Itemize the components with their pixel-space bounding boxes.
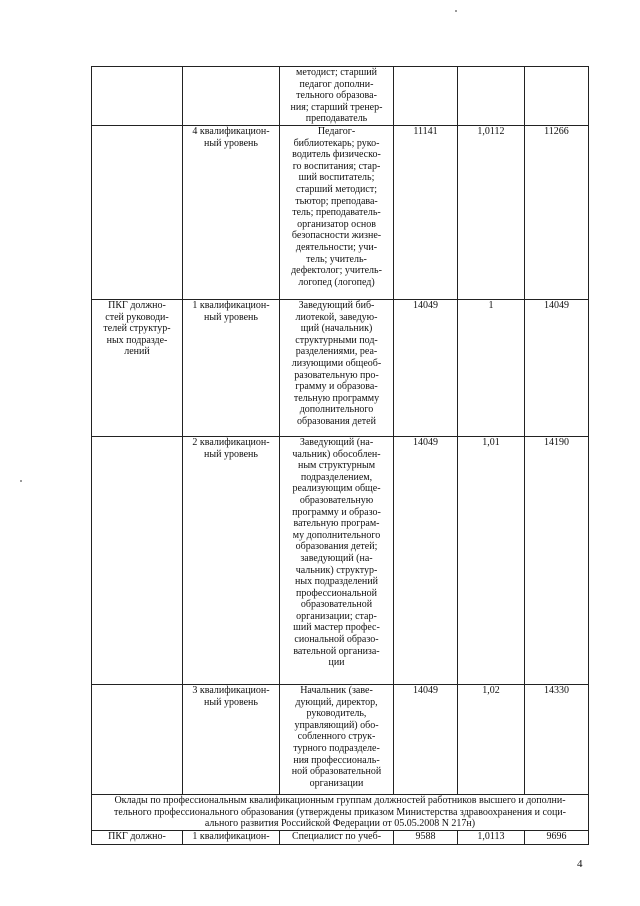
salary-table <box>91 66 589 845</box>
positions-cell-line: Начальник (заве- <box>300 684 373 696</box>
table-row <box>92 67 589 126</box>
positions-cell-line: ции <box>328 657 345 669</box>
positions-cell-line: деятельности; учи- <box>295 241 378 253</box>
qualification-level-cell-line: ный уровень <box>204 448 258 460</box>
positions-cell-line: библиотекарь; руко- <box>293 137 380 149</box>
group-cell-line: лений <box>124 346 150 358</box>
group-cell-line: стей руководи- <box>105 311 169 323</box>
salary-cell: 14049 <box>394 436 458 684</box>
coefficient-cell: 1,02 <box>458 684 525 794</box>
positions-cell-line: организации; стар- <box>296 610 377 622</box>
salary-cell <box>394 67 458 126</box>
table-row <box>92 830 589 844</box>
qualification-level-cell-line: 4 квалификацион- <box>192 125 270 137</box>
positions-cell-line: разовательную про- <box>294 369 379 381</box>
positions-cell-line: чальник) структур- <box>295 564 378 576</box>
qualification-level-cell <box>183 299 280 436</box>
positions-cell-line: педагог дополни- <box>299 78 374 90</box>
table-row <box>92 125 589 299</box>
positions-cell-line: программу и образо- <box>292 506 381 518</box>
positions-cell-line: ший мастер профес- <box>293 622 380 634</box>
positions-cell-line: образовательной <box>300 599 373 611</box>
group-cell-line: телей структур- <box>103 323 171 335</box>
positions-cell-line: ных подразделений <box>295 576 378 588</box>
coefficient-cell: 1,0112 <box>458 125 525 299</box>
qualification-level-cell-line: ный уровень <box>204 311 258 323</box>
positions-cell-line: структурными под- <box>295 334 378 346</box>
group-cell <box>92 830 183 844</box>
positions-cell-line: дующий, директор, <box>295 696 378 708</box>
table-body <box>92 67 589 845</box>
salary-cell: 11141 <box>394 125 458 299</box>
positions-cell-line: тельного образова- <box>296 90 377 102</box>
total-cell <box>525 67 589 126</box>
positions-cell-line: образовательную <box>299 494 374 506</box>
qualification-level-cell-line: ный уровень <box>204 137 258 149</box>
positions-cell-line: грамму и образова- <box>295 381 378 393</box>
positions-cell-line: разделениями, реа- <box>295 346 378 358</box>
positions-cell <box>280 830 394 844</box>
positions-cell-line: вательную програм- <box>293 518 380 530</box>
section-header-line: Оклады по профессиональным квалификационным группам должностей работников высшего и дополни- <box>114 794 566 806</box>
positions-cell-line: го воспитания; стар- <box>292 160 381 172</box>
qualification-level-cell <box>183 436 280 684</box>
positions-cell-line: образования детей <box>297 415 376 427</box>
qualification-level-cell-line: 1 квалификацион- <box>192 299 270 311</box>
positions-cell-line: дефектолог; учитель- <box>291 265 382 277</box>
section-header-line: ального развития Российской Федерации от 05.05.2008 N 217н) <box>204 818 476 830</box>
positions-cell-line: ным структурным <box>297 460 376 472</box>
coefficient-cell: 1,0113 <box>458 830 525 844</box>
positions-cell <box>280 125 394 299</box>
group-cell-line: ПКГ должно- <box>108 299 166 311</box>
positions-cell-line: ной образовательной <box>291 766 382 778</box>
total-cell: 14049 <box>525 299 589 436</box>
group-cell-line: ПКГ должно- <box>108 830 166 842</box>
group-cell <box>92 684 183 794</box>
qualification-level-cell <box>183 684 280 794</box>
positions-cell-line: Педагог- <box>317 125 356 137</box>
positions-cell-line: тьютор; преподава- <box>295 195 378 207</box>
positions-cell <box>280 299 394 436</box>
coefficient-cell: 1,01 <box>458 436 525 684</box>
group-cell <box>92 67 183 126</box>
table-row <box>92 299 589 436</box>
positions-cell-line: преподаватель <box>305 113 368 125</box>
positions-cell-line: Специалист по учеб- <box>291 830 382 842</box>
coefficient-cell: 1 <box>458 299 525 436</box>
group-cell-line: ных подразде- <box>106 334 168 346</box>
qualification-level-cell <box>183 830 280 844</box>
scan-mark <box>20 480 22 482</box>
qualification-level-cell-line: 1 квалификацион- <box>192 830 270 842</box>
positions-cell-line: сиональной образо- <box>294 634 379 646</box>
salary-cell: 9588 <box>394 830 458 844</box>
positions-cell-line: логопед (логопед) <box>298 276 375 288</box>
total-cell: 14330 <box>525 684 589 794</box>
qualification-level-cell <box>183 125 280 299</box>
positions-cell-line: вательной организа- <box>293 645 380 657</box>
positions-cell-line: турного подразделе- <box>293 742 380 754</box>
positions-cell-line: Заведующий (на- <box>299 436 374 448</box>
positions-cell-line: подразделением, <box>300 471 373 483</box>
positions-cell-line: щий (начальник) <box>300 323 373 335</box>
positions-cell <box>280 436 394 684</box>
positions-cell-line: старший методист; <box>295 183 377 195</box>
positions-cell-line: Заведующий биб- <box>298 299 375 311</box>
scan-mark <box>455 10 457 12</box>
positions-cell-line: тель; преподаватель- <box>292 207 381 219</box>
positions-cell-line: заведующий (на- <box>300 552 373 564</box>
positions-cell-line: организации <box>309 777 364 789</box>
positions-cell-line: методист; старший <box>295 67 377 78</box>
positions-cell-line: дополнительного <box>299 404 374 416</box>
total-cell: 14190 <box>525 436 589 684</box>
group-cell <box>92 125 183 299</box>
section-header-row <box>92 794 589 830</box>
positions-cell-line: водитель физическо- <box>292 149 381 161</box>
total-cell: 9696 <box>525 830 589 844</box>
group-cell <box>92 436 183 684</box>
positions-cell-line: собленного струк- <box>297 731 376 743</box>
positions-cell <box>280 684 394 794</box>
group-cell <box>92 299 183 436</box>
positions-cell-line: ния; старший тренер- <box>290 101 383 113</box>
positions-cell-line: тель; учитель- <box>306 253 367 265</box>
positions-cell-line: чальник) обособлен- <box>292 448 381 460</box>
positions-cell-line: руководитель, <box>306 708 367 720</box>
positions-cell-line: реализующим обще- <box>292 483 381 495</box>
positions-cell-line: му дополнительного <box>292 529 381 541</box>
salary-cell: 14049 <box>394 684 458 794</box>
qualification-level-cell-line: ный уровень <box>204 696 258 708</box>
positions-cell-line: образования детей; <box>295 541 378 553</box>
positions-cell-line: управляющий) обо- <box>294 719 379 731</box>
positions-cell-line: тельную программу <box>293 392 380 404</box>
table-row <box>92 436 589 684</box>
positions-cell-line: ния профессиональ- <box>293 754 380 766</box>
positions-cell-line: ший воспитатель; <box>298 172 375 184</box>
positions-cell <box>280 67 394 126</box>
table-row <box>92 684 589 794</box>
total-cell: 11266 <box>525 125 589 299</box>
section-header <box>92 794 589 830</box>
qualification-level-cell-line: 2 квалификацион- <box>192 436 270 448</box>
page-number: 4 <box>577 858 583 870</box>
positions-cell-line: лиотекой, заведую- <box>295 311 378 323</box>
section-header-line: тельного профессионального образования (утверждены приказом Министерства здравоохранения и соци- <box>114 806 566 818</box>
positions-cell-line: профессиональной <box>296 587 377 599</box>
qualification-level-cell <box>183 67 280 126</box>
coefficient-cell <box>458 67 525 126</box>
positions-cell-line: организатор основ <box>297 218 376 230</box>
salary-cell: 14049 <box>394 299 458 436</box>
qualification-level-cell-line: 3 квалификацион- <box>192 684 270 696</box>
positions-cell-line: безопасности жизне- <box>291 230 382 242</box>
positions-cell-line: лизующими общеоб- <box>291 357 382 369</box>
